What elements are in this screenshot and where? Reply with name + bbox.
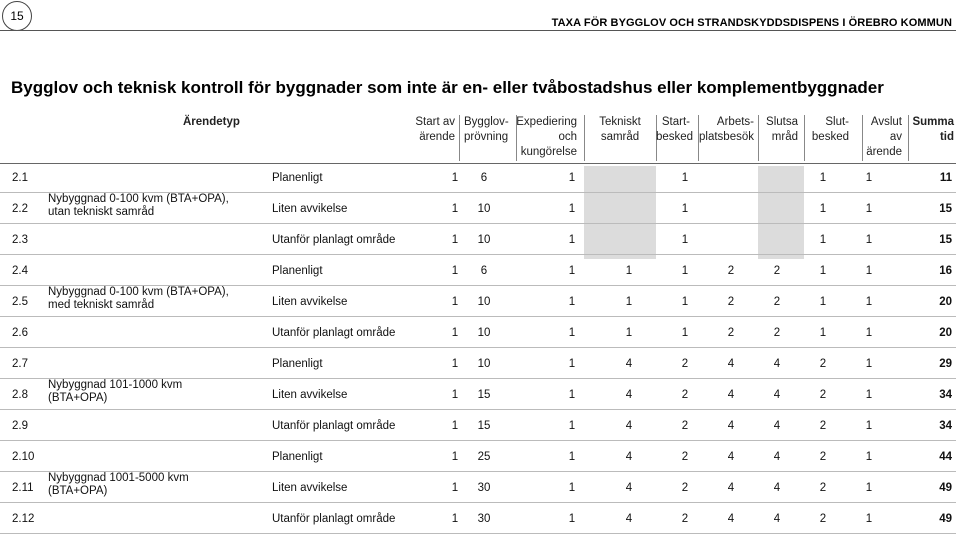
col-header-expediering bbox=[516, 115, 577, 160]
sum-value: 11 bbox=[939, 172, 952, 184]
col-header-arendetyp: Ärendetyp bbox=[183, 116, 240, 128]
time-value: 4 bbox=[773, 451, 781, 463]
col-header-line: Tekniskt bbox=[599, 116, 641, 128]
header-rule bbox=[0, 30, 956, 31]
col-header-line: Summa bbox=[912, 116, 954, 128]
row-type: Utanför planlagt område bbox=[272, 234, 396, 246]
time-value: 2 bbox=[819, 420, 827, 432]
row-rule bbox=[0, 533, 956, 534]
row-id: 2.5 bbox=[12, 296, 28, 308]
row-rule bbox=[0, 285, 956, 286]
col-header-line: ärende bbox=[866, 146, 902, 158]
col-header-line: besked bbox=[656, 131, 694, 143]
row-rule bbox=[0, 223, 956, 224]
row-id: 2.1 bbox=[12, 172, 28, 184]
time-value: 2 bbox=[727, 327, 735, 339]
time-value: 1 bbox=[819, 265, 827, 277]
time-value: 2 bbox=[681, 358, 689, 370]
time-value: 4 bbox=[773, 420, 781, 432]
time-value: 10 bbox=[477, 203, 491, 215]
col-divider bbox=[908, 115, 909, 161]
time-value: 30 bbox=[477, 482, 491, 494]
time-value: 4 bbox=[727, 513, 735, 525]
row-type: Planenligt bbox=[272, 172, 323, 184]
col-header-slutsamrad bbox=[760, 115, 798, 145]
col-header-line: Slut- bbox=[825, 116, 849, 128]
time-value: 15 bbox=[477, 389, 491, 401]
time-value: 1 bbox=[865, 513, 873, 525]
time-value: 4 bbox=[773, 389, 781, 401]
time-value: 2 bbox=[681, 389, 689, 401]
time-value: 1 bbox=[865, 203, 873, 215]
col-header-line: prövning bbox=[464, 131, 509, 143]
col-header-line: tid bbox=[939, 131, 954, 143]
col-header-line: ärende bbox=[419, 131, 455, 143]
time-value: 1 bbox=[451, 513, 459, 525]
row-rule bbox=[0, 440, 956, 441]
row-type: Utanför planlagt område bbox=[272, 513, 396, 525]
time-value: 1 bbox=[568, 265, 576, 277]
row-rule bbox=[0, 347, 956, 348]
col-header-line: Bygglov- bbox=[464, 116, 509, 128]
sum-value: 16 bbox=[939, 265, 952, 277]
time-value: 4 bbox=[727, 482, 735, 494]
running-header: TAXA FÖR BYGGLOV OCH STRANDSKYDDSDISPENS I ÖREBRO KOMMUN bbox=[551, 17, 952, 29]
time-value: 2 bbox=[773, 265, 781, 277]
time-value: 15 bbox=[477, 420, 491, 432]
time-value: 4 bbox=[727, 358, 735, 370]
row-id: 2.6 bbox=[12, 327, 28, 339]
row-type: Utanför planlagt område bbox=[272, 420, 396, 432]
col-header-line: kungörelse bbox=[520, 146, 577, 158]
sum-value: 44 bbox=[939, 451, 952, 463]
time-value: 30 bbox=[477, 513, 491, 525]
grey-cell bbox=[584, 166, 656, 259]
col-header-line: mråd bbox=[771, 131, 798, 143]
time-value: 1 bbox=[568, 234, 576, 246]
time-value: 1 bbox=[865, 265, 873, 277]
time-value: 1 bbox=[865, 389, 873, 401]
sum-value: 34 bbox=[939, 389, 952, 401]
time-value: 4 bbox=[727, 451, 735, 463]
time-value: 4 bbox=[773, 513, 781, 525]
row-type: Liten avvikelse bbox=[272, 296, 348, 308]
time-value: 1 bbox=[568, 482, 576, 494]
time-value: 1 bbox=[865, 482, 873, 494]
time-value: 2 bbox=[819, 389, 827, 401]
time-value: 1 bbox=[819, 172, 827, 184]
row-id: 2.9 bbox=[12, 420, 28, 432]
time-value: 1 bbox=[568, 172, 576, 184]
page-number: 15 bbox=[10, 9, 24, 23]
time-value: 4 bbox=[625, 482, 633, 494]
row-id: 2.11 bbox=[12, 482, 34, 494]
time-value: 2 bbox=[773, 327, 781, 339]
time-value: 1 bbox=[865, 451, 873, 463]
time-value: 1 bbox=[865, 420, 873, 432]
time-value: 25 bbox=[477, 451, 491, 463]
col-header-start-av-arende bbox=[405, 115, 455, 145]
group-description: med tekniskt samråd bbox=[48, 299, 155, 311]
time-value: 1 bbox=[625, 265, 633, 277]
row-type: Liten avvikelse bbox=[272, 389, 348, 401]
time-value: 1 bbox=[451, 358, 459, 370]
col-header-line: Start av bbox=[415, 116, 455, 128]
sum-value: 34 bbox=[939, 420, 952, 432]
col-header-slutbesked bbox=[806, 115, 849, 145]
time-value: 1 bbox=[568, 358, 576, 370]
col-header-line: Slutsa bbox=[766, 116, 798, 128]
sum-value: 49 bbox=[939, 482, 952, 494]
time-value: 1 bbox=[568, 327, 576, 339]
time-value: 6 bbox=[480, 265, 488, 277]
time-value: 1 bbox=[451, 389, 459, 401]
time-value: 1 bbox=[865, 234, 873, 246]
row-id: 2.8 bbox=[12, 389, 28, 401]
sum-value: 20 bbox=[939, 296, 952, 308]
col-header-line: Expediering bbox=[516, 116, 577, 128]
time-value: 1 bbox=[451, 327, 459, 339]
time-value: 1 bbox=[819, 327, 827, 339]
col-header-tekniskt-samrad bbox=[590, 115, 650, 145]
time-value: 4 bbox=[773, 358, 781, 370]
row-type: Liten avvikelse bbox=[272, 482, 348, 494]
col-header-line: av bbox=[889, 131, 902, 143]
time-value: 1 bbox=[625, 327, 633, 339]
col-divider bbox=[758, 115, 759, 161]
time-value: 10 bbox=[477, 296, 491, 308]
time-value: 2 bbox=[819, 451, 827, 463]
row-type: Planenligt bbox=[272, 358, 323, 370]
group-description: (BTA+OPA) bbox=[48, 485, 108, 497]
row-rule bbox=[0, 502, 956, 503]
time-value: 2 bbox=[819, 358, 827, 370]
time-value: 4 bbox=[625, 389, 633, 401]
time-value: 2 bbox=[681, 482, 689, 494]
time-value: 4 bbox=[727, 389, 735, 401]
col-header-summa-tid bbox=[910, 115, 954, 145]
col-header-line: Avslut bbox=[870, 116, 902, 128]
time-value: 10 bbox=[477, 234, 491, 246]
col-header-arbetsplatsbesok bbox=[699, 115, 754, 145]
row-id: 2.4 bbox=[12, 265, 28, 277]
header-bottom-rule bbox=[0, 163, 956, 164]
time-value: 1 bbox=[568, 296, 576, 308]
time-value: 2 bbox=[819, 482, 827, 494]
time-value: 2 bbox=[681, 451, 689, 463]
col-divider bbox=[584, 115, 585, 161]
time-value: 1 bbox=[865, 358, 873, 370]
grey-cell bbox=[758, 166, 804, 259]
row-type: Planenligt bbox=[272, 265, 323, 277]
sum-value: 15 bbox=[939, 234, 952, 246]
time-value: 1 bbox=[568, 203, 576, 215]
row-type: Utanför planlagt område bbox=[272, 327, 396, 339]
group-description: Nybyggnad 0-100 kvm (BTA+OPA), bbox=[48, 193, 229, 205]
time-value: 2 bbox=[773, 296, 781, 308]
sum-value: 49 bbox=[939, 513, 952, 525]
row-rule bbox=[0, 409, 956, 410]
sum-value: 20 bbox=[939, 327, 952, 339]
time-value: 2 bbox=[681, 420, 689, 432]
col-header-line: platsbesök bbox=[699, 131, 754, 143]
time-value: 1 bbox=[625, 296, 633, 308]
time-value: 1 bbox=[819, 296, 827, 308]
sum-value: 29 bbox=[939, 358, 952, 370]
time-value: 1 bbox=[451, 451, 459, 463]
col-header-line: Arbets- bbox=[716, 116, 754, 128]
time-value: 2 bbox=[681, 513, 689, 525]
time-value: 4 bbox=[625, 451, 633, 463]
row-rule bbox=[0, 254, 956, 255]
time-value: 1 bbox=[451, 482, 459, 494]
col-header-startbesked bbox=[656, 115, 694, 145]
time-value: 1 bbox=[865, 296, 873, 308]
group-description: Nybyggnad 101-1000 kvm bbox=[48, 379, 183, 391]
row-rule bbox=[0, 316, 956, 317]
group-description: Nybyggnad 0-100 kvm (BTA+OPA), bbox=[48, 286, 229, 298]
time-value: 4 bbox=[773, 482, 781, 494]
time-value: 1 bbox=[451, 203, 459, 215]
group-description: Nybyggnad 1001-5000 kvm bbox=[48, 472, 189, 484]
time-value: 1 bbox=[451, 420, 459, 432]
time-value: 1 bbox=[568, 451, 576, 463]
time-value: 1 bbox=[819, 234, 827, 246]
row-type: Liten avvikelse bbox=[272, 203, 348, 215]
row-rule bbox=[0, 471, 956, 472]
row-id: 2.12 bbox=[12, 513, 35, 525]
time-value: 1 bbox=[865, 172, 873, 184]
col-header-bygglovprovning bbox=[464, 115, 514, 145]
row-type: Planenligt bbox=[272, 451, 323, 463]
col-header-line: och bbox=[558, 131, 577, 143]
row-rule bbox=[0, 192, 956, 193]
row-rule bbox=[0, 378, 956, 379]
col-divider bbox=[804, 115, 805, 161]
row-id: 2.10 bbox=[12, 451, 35, 463]
time-value: 1 bbox=[451, 234, 459, 246]
time-value: 1 bbox=[681, 172, 689, 184]
time-value: 10 bbox=[477, 358, 491, 370]
row-id: 2.2 bbox=[12, 203, 28, 215]
time-value: 1 bbox=[568, 420, 576, 432]
time-value: 1 bbox=[681, 296, 689, 308]
time-value: 1 bbox=[568, 513, 576, 525]
page-number-badge bbox=[2, 1, 32, 31]
sum-value: 15 bbox=[939, 203, 952, 215]
time-value: 1 bbox=[451, 296, 459, 308]
time-value: 1 bbox=[451, 265, 459, 277]
time-value: 2 bbox=[819, 513, 827, 525]
time-value: 2 bbox=[727, 265, 735, 277]
time-value: 1 bbox=[681, 265, 689, 277]
row-id: 2.7 bbox=[12, 358, 28, 370]
col-header-line: besked bbox=[811, 131, 849, 143]
time-value: 1 bbox=[681, 234, 689, 246]
time-value: 1 bbox=[451, 172, 459, 184]
time-value: 1 bbox=[819, 203, 827, 215]
time-value: 2 bbox=[727, 296, 735, 308]
time-value: 4 bbox=[625, 513, 633, 525]
page-title: Bygglov och teknisk kontroll för byggnader som inte är en- eller tvåbostadshus eller komplementbyggnader bbox=[11, 78, 884, 97]
col-divider bbox=[459, 115, 460, 161]
col-header-line: samråd bbox=[600, 131, 640, 143]
time-value: 4 bbox=[625, 358, 633, 370]
time-value: 1 bbox=[681, 327, 689, 339]
time-value: 10 bbox=[477, 327, 491, 339]
time-value: 6 bbox=[480, 172, 488, 184]
time-value: 4 bbox=[625, 420, 633, 432]
time-value: 1 bbox=[568, 389, 576, 401]
group-description: utan tekniskt samråd bbox=[48, 206, 155, 218]
time-value: 1 bbox=[681, 203, 689, 215]
group-description: (BTA+OPA) bbox=[48, 392, 108, 404]
time-value: 1 bbox=[865, 327, 873, 339]
time-value: 4 bbox=[727, 420, 735, 432]
col-header-avslut bbox=[862, 115, 902, 160]
col-header-line: Start- bbox=[661, 116, 690, 128]
row-id: 2.3 bbox=[12, 234, 28, 246]
